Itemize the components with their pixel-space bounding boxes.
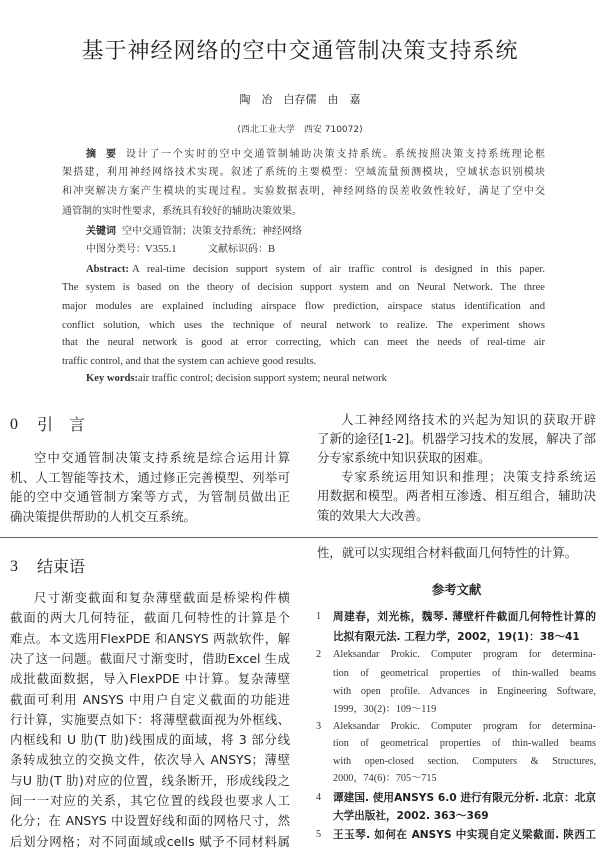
conclusion-line: 尺寸渐变截面和复杂薄壁截面是桥梁构件横 xyxy=(34,590,290,605)
reference-number: 3 xyxy=(316,721,322,732)
paper-title: 基于神经网络的空中交通管制决策支持系统 xyxy=(81,39,519,64)
reference-number: 2 xyxy=(316,649,322,660)
conclusion-line: 截面可利用 ANSYS 中用户自定义截面的功能进 xyxy=(10,691,290,707)
intro-right-line: 用数据和模型。两者相互渗透、相互组合，辅助决 xyxy=(317,488,596,503)
abstract-en-line: The system is based on the theory of decision support system and on Neural Network. The three xyxy=(62,282,545,293)
abstract-cn-line: 设计了一个实时的空中交通管制辅助决策支持系统。系统按照决策支持系统理论框 xyxy=(126,149,545,160)
conclusion-line: 与U 肋(T 肋)对应的位置，线条断开，形成线段之 xyxy=(10,772,290,788)
reference-line: 谭建国. 使用ANSYS 6.0 进行有限元分析. 北京：北京 xyxy=(333,792,596,804)
intro-right-line: 专家系统运用知识和推理；决策支持系统运 xyxy=(341,469,596,484)
reference-line: 周建春，刘光栋，魏琴. 薄壁杆件截面几何特性计算的 xyxy=(333,611,596,623)
intro-left-line: 能的空中交通管制方案等方式，为管制员做出正 xyxy=(10,489,290,504)
abstract-en-label: Abstract: xyxy=(86,264,129,275)
section-0-title: 引 言 xyxy=(37,415,86,434)
references-heading: 参考文献 xyxy=(431,582,482,597)
intro-right-line: 分专家系统中知识获取的困难。 xyxy=(317,450,491,465)
abstract-cn-line: 架搭建，利用神经网络技术实现。叙述了系统的主要模型：空域流量预测模块，空域状态识别模块 xyxy=(62,167,545,178)
conclusion-line: 行计算，实施要点如下：将薄壁截面视为外框线、 xyxy=(10,711,290,727)
reference-line: 1999，30(2)：109～119 xyxy=(333,704,437,715)
conclusion-line: 条转成独立的交换文件，依次导入 ANSYS；薄壁 xyxy=(10,752,290,768)
reference-line: with open profile. Advances in Engineering Software, xyxy=(333,686,596,697)
reference-line: 2000，74(6)：705～715 xyxy=(333,773,437,784)
reference-line: Aleksandar Prokic. Computer program for determina- xyxy=(333,649,596,660)
reference-line: tion of geometrical properties of thin-walled beams xyxy=(333,668,596,679)
abstract-en-line: conflict solution, which uses the technique of neural network to realize. The experiment shows xyxy=(62,320,545,331)
conclusion-line: 化分；在 ANSYS 中设置好线和面的网格尺寸，然 xyxy=(10,813,290,829)
reference-line: 王玉琴. 如何在 ANSYS 中实现自定义梁截面. 陕西工 xyxy=(333,829,596,841)
section-0-number: 0 xyxy=(10,416,18,433)
abstract-en-line: major modules are explained including airspace flow prediction, airspace status identification and xyxy=(62,301,545,312)
abstract-en-line: A real-time decision support system of air traffic control is designed in this paper. xyxy=(132,264,545,275)
doc-code-label: 文献标识码： xyxy=(208,244,268,255)
conclusion-line: 间一一对应的关系，其它位置的线段也要求人工 xyxy=(10,793,290,808)
keywords-cn: 空中交通管制；决策支持系统；神经网络 xyxy=(122,226,302,237)
keywords-en-label: Key words: xyxy=(86,373,139,384)
abstract-cn-line: 和冲突解决方案产生模块的实现过程。实验数据表明，神经网络的误差收敛性较好，满足了空中交 xyxy=(62,186,545,197)
keywords-en: air traffic control; decision support system; neural network xyxy=(138,373,387,384)
intro-right-line: 策的效果大大改善。 xyxy=(317,508,429,523)
section-3-title: 结束语 xyxy=(37,557,86,576)
conclusion-line: 决了这一问题。截面尺寸渐变时，借助Excel 生成 xyxy=(10,650,290,666)
class-number: V355.1 xyxy=(145,244,177,255)
abstract-en-line: that the neural network is good at error correcting, which can meet the needs of real-time air xyxy=(62,337,545,348)
intro-left-line: 机、人工智能等技术，通过修正完善模型、列举可 xyxy=(10,470,290,485)
reference-number: 4 xyxy=(316,792,322,803)
reference-line: with open-closed section. Computers & Structures, xyxy=(333,756,596,767)
reference-line: tion of geometrical properties of thin-walled beams xyxy=(333,738,596,749)
abstract-en-line: traffic control, and that the system can achieve good results. xyxy=(62,356,317,367)
intro-left-line: 空中交通管制决策支持系统是综合运用计算 xyxy=(34,450,290,465)
affiliation: (西北工业大学 西安 710072) xyxy=(237,125,363,135)
abstract-cn-line: 通管制的实时性要求，系统具有较好的辅助决策效果。 xyxy=(62,206,302,217)
reference-number: 5 xyxy=(316,829,322,840)
abstract-cn-label: 摘 要 xyxy=(86,149,116,160)
reference-line: 比拟有限元法. 工程力学，2002，19(1)：38～41 xyxy=(333,631,580,643)
conclusion-line: 截面的两大几何特征，截面几何特性的计算是个 xyxy=(10,610,290,626)
reference-line: 大学出版社，2002. 363～369 xyxy=(333,810,489,822)
conclusion-line: 内框线和 U 肋(T 肋)线围成的面域，将 3 部分线 xyxy=(10,732,290,748)
conclusion-continued-line: 性，就可以实现组合材料截面几何特性的计算。 xyxy=(317,545,578,560)
reference-number: 1 xyxy=(316,611,322,622)
section-divider xyxy=(0,537,598,538)
keywords-cn-label: 关键词 xyxy=(86,226,116,237)
class-number-label: 中图分类号： xyxy=(86,244,146,255)
reference-line: Aleksandar Prokic. Computer program for determina- xyxy=(333,721,596,732)
intro-right-line: 人工神经网络技术的兴起为知识的获取开辟 xyxy=(341,412,596,427)
conclusion-line: 难点。本文选用FlexPDE 和ANSYS 两款软件，解 xyxy=(10,630,290,646)
conclusion-line: 后划分网格；对不同面域或cells 赋予不同材料属 xyxy=(10,833,290,849)
intro-right-line: 了新的途径[1-2]。机器学习技术的发展，解决了部 xyxy=(317,431,596,446)
conclusion-line: 成批截面数据，导入FlexPDE 中计算。复杂薄壁 xyxy=(10,671,290,687)
doc-code: B xyxy=(268,244,276,255)
authors: 陶 冶 白存儒 由 嘉 xyxy=(239,93,361,106)
intro-left-line: 确决策提供帮助的人机交互系统。 xyxy=(10,509,196,524)
section-3-number: 3 xyxy=(10,558,18,575)
